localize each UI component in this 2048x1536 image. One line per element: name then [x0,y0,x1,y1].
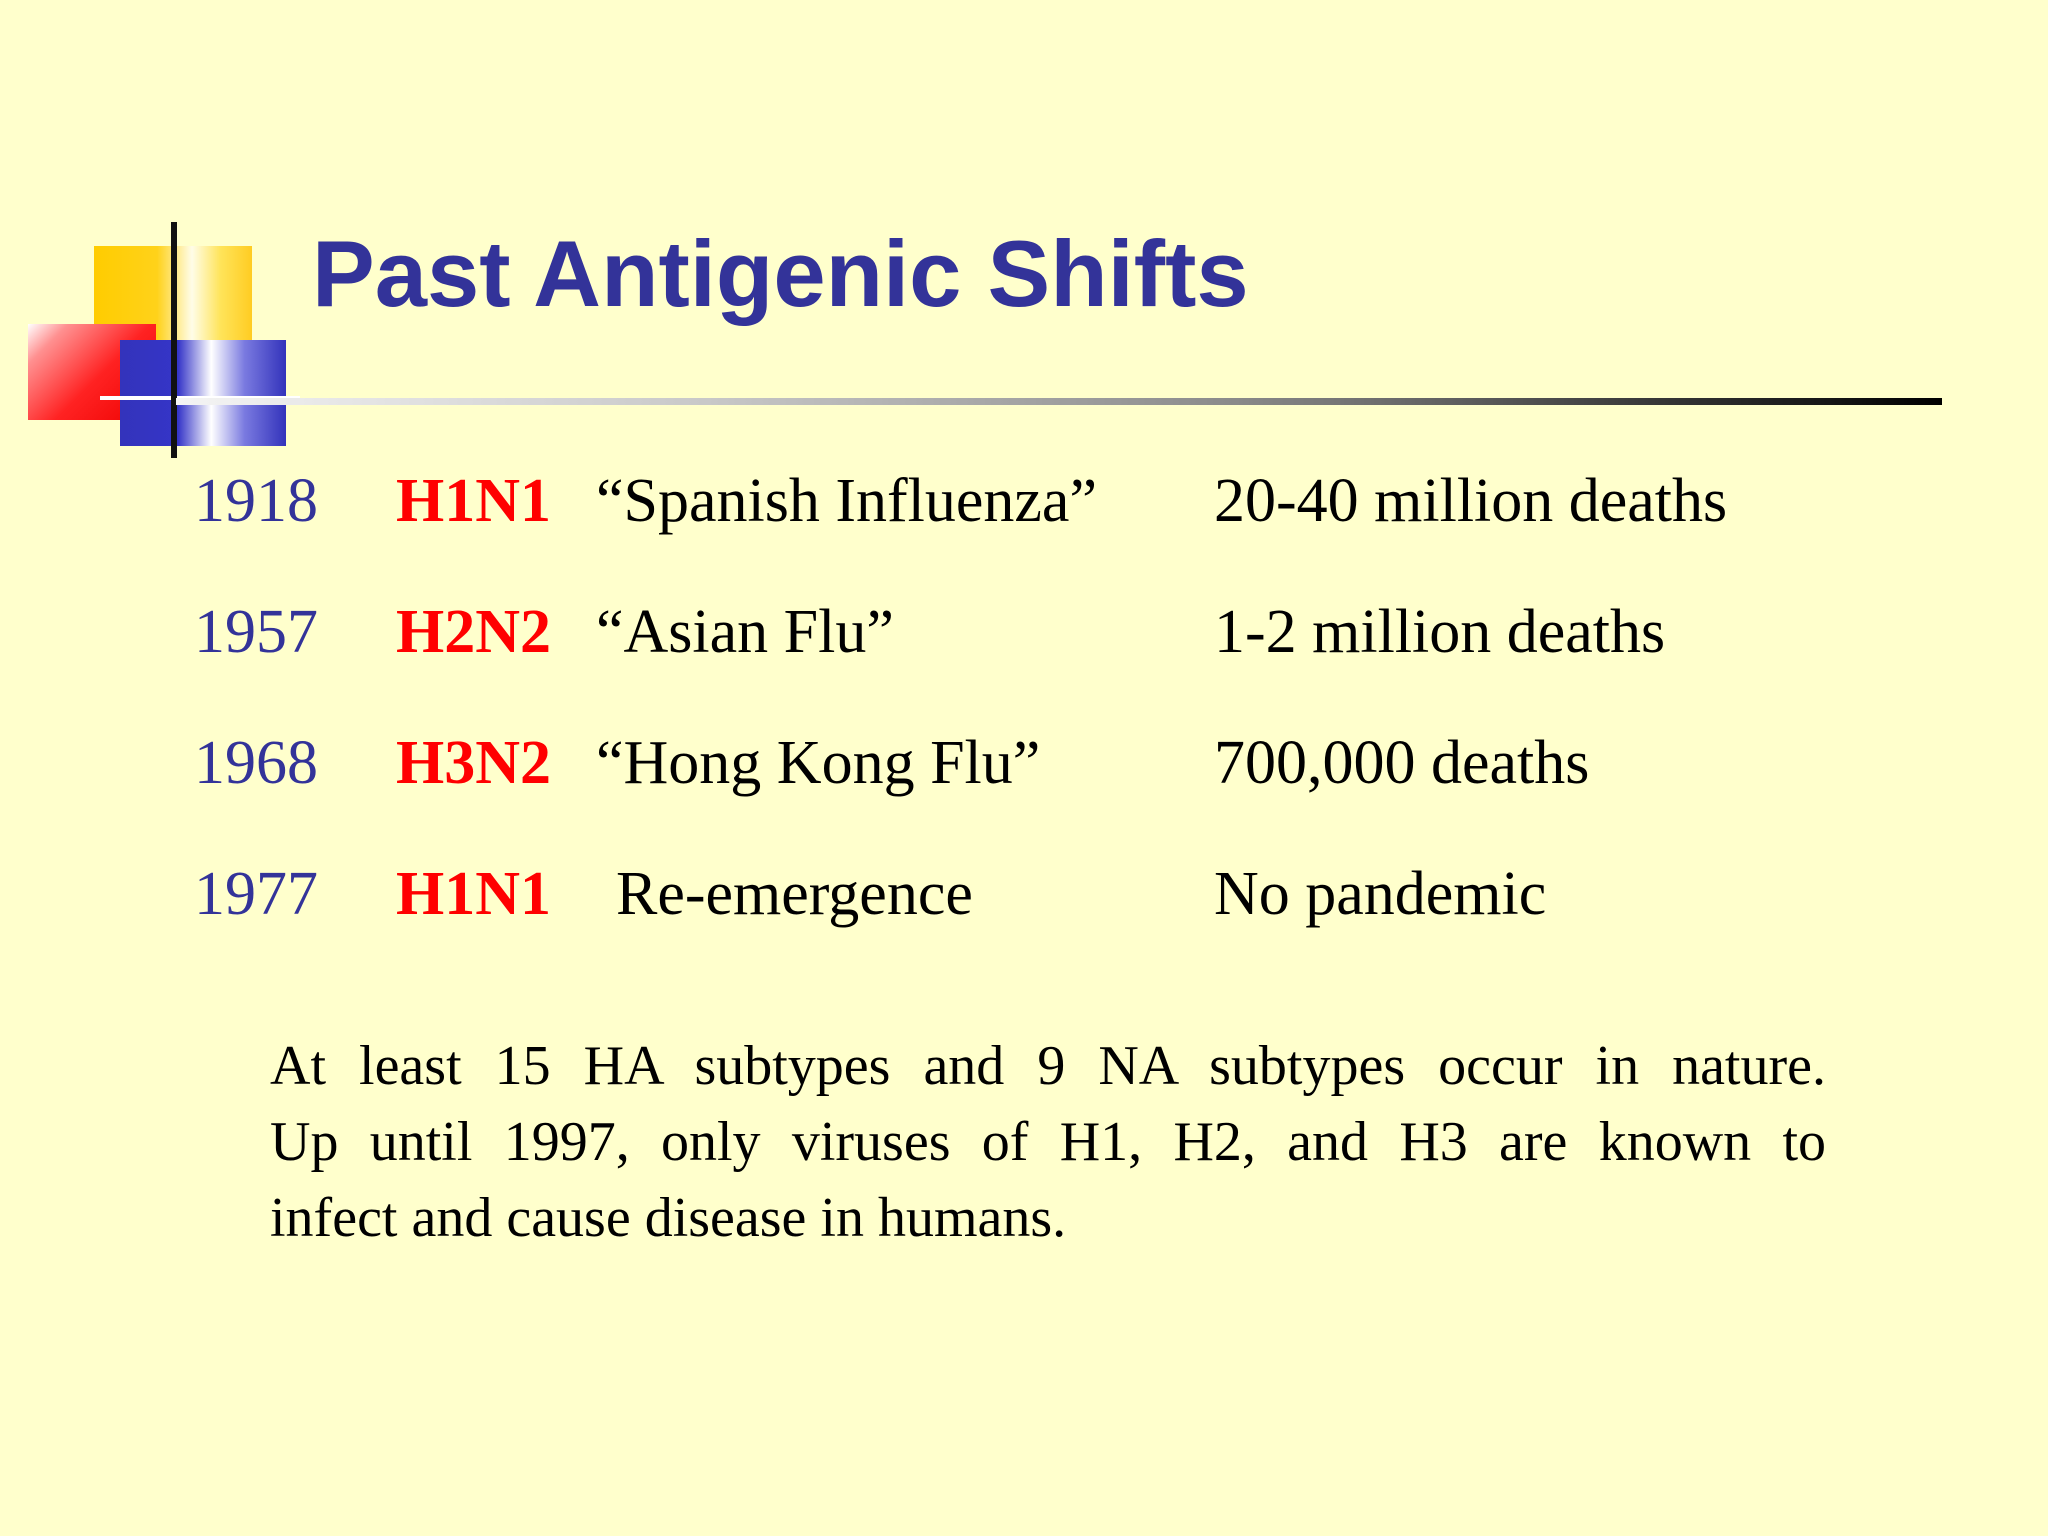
impact: 1-2 million deaths [1214,598,1666,666]
shift-row-1977 [0,849,2048,959]
logo-blue-square [120,340,286,446]
impact: No pandemic [1214,860,1547,928]
strain: H2N2 [396,598,551,666]
year: 1957 [194,598,318,666]
pandemic-name: “Hong Kong Flu” [596,729,1041,797]
pandemic-name: “Spanish Influenza” [596,467,1097,535]
pandemic-name: Re-emergence [616,860,973,928]
strain: H1N1 [396,467,551,535]
impact: 20-40 million deaths [1214,467,1728,535]
subtypes-note [270,1028,1826,1256]
slide-title: Past Antigenic Shifts [312,221,1249,326]
strain: H1N1 [396,860,551,928]
note-line: infect and cause disease in humans. [270,1187,1067,1249]
impact: 700,000 deaths [1214,729,1590,797]
shift-row-1918 [0,456,2048,566]
shift-row-1968 [0,718,2048,828]
strain: H3N2 [396,729,551,797]
title-underline-rule [176,398,1942,405]
shift-row-1957 [0,587,2048,697]
year: 1977 [194,860,318,928]
year: 1968 [194,729,318,797]
note-line: At least 15 HA subtypes and 9 NA subtypes occur in nature. [270,1035,1826,1097]
logo-vertical-line [171,222,177,458]
pandemic-name: “Asian Flu” [596,598,894,666]
note-line: Up until 1997, only viruses of H1, H2, and H3 are known to [270,1111,1826,1173]
year: 1918 [194,467,318,535]
